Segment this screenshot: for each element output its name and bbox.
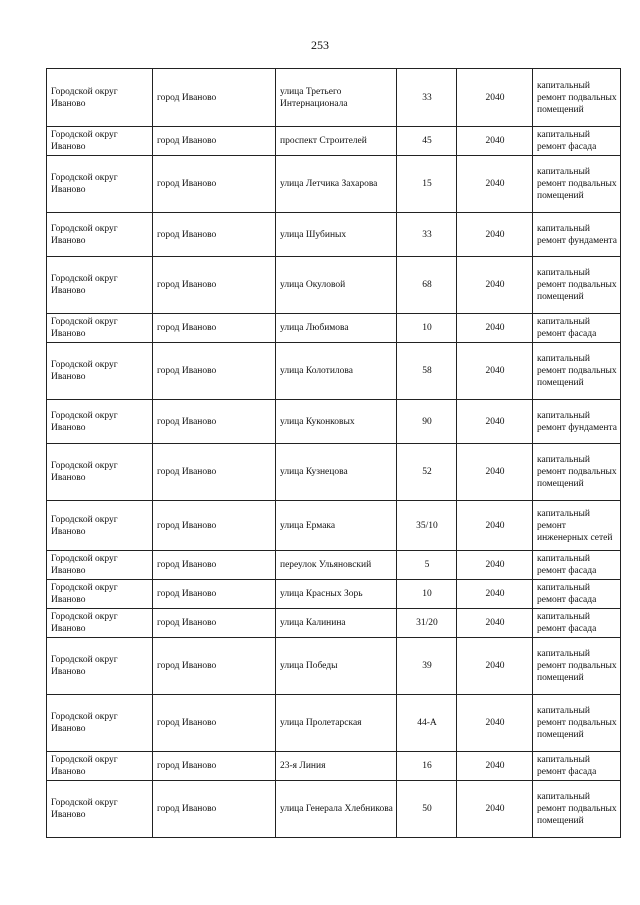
- year-cell: 2040: [457, 551, 533, 580]
- street-cell: улица Красных Зорь: [276, 580, 397, 609]
- work-type-cell: капитальный ремонт подвальных помещений: [533, 257, 621, 314]
- street-cell: улица Кузнецова: [276, 444, 397, 501]
- work-type-cell: капитальный ремонт фундамента: [533, 400, 621, 444]
- street-cell: переулок Ульяновский: [276, 551, 397, 580]
- city-cell: город Иваново: [153, 609, 276, 638]
- year-cell: 2040: [457, 314, 533, 343]
- street-cell: улица Летчика Захарова: [276, 156, 397, 213]
- work-type-cell: капитальный ремонт подвальных помещений: [533, 781, 621, 838]
- table-row: [47, 213, 621, 257]
- year-cell: 2040: [457, 580, 533, 609]
- house-number-cell: 10: [397, 314, 457, 343]
- work-type-cell: капитальный ремонт фасада: [533, 580, 621, 609]
- table-row: [47, 638, 621, 695]
- year-cell: 2040: [457, 638, 533, 695]
- city-cell: город Иваново: [153, 400, 276, 444]
- house-number-cell: 31/20: [397, 609, 457, 638]
- city-cell: город Иваново: [153, 127, 276, 156]
- year-cell: 2040: [457, 752, 533, 781]
- street-cell: улица Окуловой: [276, 257, 397, 314]
- house-number-cell: 58: [397, 343, 457, 400]
- city-cell: город Иваново: [153, 580, 276, 609]
- street-cell: 23-я Линия: [276, 752, 397, 781]
- city-cell: город Иваново: [153, 695, 276, 752]
- house-number-cell: 5: [397, 551, 457, 580]
- table-row: [47, 314, 621, 343]
- house-number-cell: 33: [397, 69, 457, 127]
- city-cell: город Иваново: [153, 444, 276, 501]
- city-cell: город Иваново: [153, 638, 276, 695]
- work-type-cell: капитальный ремонт фасада: [533, 609, 621, 638]
- work-type-cell: капитальный ремонт подвальных помещений: [533, 444, 621, 501]
- city-cell: город Иваново: [153, 69, 276, 127]
- street-cell: улица Генерала Хлебникова: [276, 781, 397, 838]
- street-cell: проспект Строителей: [276, 127, 397, 156]
- city-cell: город Иваново: [153, 752, 276, 781]
- table-row: [47, 781, 621, 838]
- street-cell: улица Победы: [276, 638, 397, 695]
- work-type-cell: капитальный ремонт фасада: [533, 127, 621, 156]
- repair-schedule-table: [46, 68, 621, 838]
- city-cell: город Иваново: [153, 551, 276, 580]
- region-cell: Городской округ Иваново: [47, 580, 153, 609]
- region-cell: Городской округ Иваново: [47, 400, 153, 444]
- region-cell: Городской округ Иваново: [47, 638, 153, 695]
- city-cell: город Иваново: [153, 213, 276, 257]
- house-number-cell: 15: [397, 156, 457, 213]
- region-cell: Городской округ Иваново: [47, 501, 153, 551]
- year-cell: 2040: [457, 156, 533, 213]
- house-number-cell: 50: [397, 781, 457, 838]
- region-cell: Городской округ Иваново: [47, 695, 153, 752]
- street-cell: улица Куконковых: [276, 400, 397, 444]
- house-number-cell: 10: [397, 580, 457, 609]
- year-cell: 2040: [457, 127, 533, 156]
- house-number-cell: 52: [397, 444, 457, 501]
- street-cell: улица Ермака: [276, 501, 397, 551]
- year-cell: 2040: [457, 213, 533, 257]
- table-row: [47, 444, 621, 501]
- table-body: [47, 69, 621, 838]
- year-cell: 2040: [457, 609, 533, 638]
- house-number-cell: 33: [397, 213, 457, 257]
- table-row: [47, 400, 621, 444]
- table-row: [47, 580, 621, 609]
- year-cell: 2040: [457, 444, 533, 501]
- house-number-cell: 35/10: [397, 501, 457, 551]
- work-type-cell: капитальный ремонт подвальных помещений: [533, 156, 621, 213]
- table-row: [47, 257, 621, 314]
- work-type-cell: капитальный ремонт инженерных сетей: [533, 501, 621, 551]
- year-cell: 2040: [457, 257, 533, 314]
- region-cell: Городской округ Иваново: [47, 343, 153, 400]
- city-cell: город Иваново: [153, 501, 276, 551]
- house-number-cell: 68: [397, 257, 457, 314]
- house-number-cell: 39: [397, 638, 457, 695]
- region-cell: Городской округ Иваново: [47, 69, 153, 127]
- region-cell: Городской округ Иваново: [47, 551, 153, 580]
- region-cell: Городской округ Иваново: [47, 257, 153, 314]
- house-number-cell: 90: [397, 400, 457, 444]
- work-type-cell: капитальный ремонт фасада: [533, 752, 621, 781]
- region-cell: Городской округ Иваново: [47, 444, 153, 501]
- table-row: [47, 127, 621, 156]
- street-cell: улица Любимова: [276, 314, 397, 343]
- city-cell: город Иваново: [153, 781, 276, 838]
- region-cell: Городской округ Иваново: [47, 213, 153, 257]
- street-cell: улица Колотилова: [276, 343, 397, 400]
- year-cell: 2040: [457, 781, 533, 838]
- city-cell: город Иваново: [153, 156, 276, 213]
- year-cell: 2040: [457, 695, 533, 752]
- table-row: [47, 156, 621, 213]
- street-cell: улица Шубиных: [276, 213, 397, 257]
- table-row: [47, 752, 621, 781]
- year-cell: 2040: [457, 69, 533, 127]
- region-cell: Городской округ Иваново: [47, 156, 153, 213]
- region-cell: Городской округ Иваново: [47, 609, 153, 638]
- region-cell: Городской округ Иваново: [47, 127, 153, 156]
- year-cell: 2040: [457, 400, 533, 444]
- table-row: [47, 501, 621, 551]
- page-number: 253: [311, 38, 329, 52]
- house-number-cell: 45: [397, 127, 457, 156]
- work-type-cell: капитальный ремонт подвальных помещений: [533, 69, 621, 127]
- table-row: [47, 695, 621, 752]
- city-cell: город Иваново: [153, 343, 276, 400]
- region-cell: Городской округ Иваново: [47, 752, 153, 781]
- work-type-cell: капитальный ремонт подвальных помещений: [533, 343, 621, 400]
- work-type-cell: капитальный ремонт фундамента: [533, 213, 621, 257]
- work-type-cell: капитальный ремонт фасада: [533, 314, 621, 343]
- street-cell: улица Пролетарская: [276, 695, 397, 752]
- table-row: [47, 69, 621, 127]
- table-row: [47, 609, 621, 638]
- region-cell: Городской округ Иваново: [47, 781, 153, 838]
- year-cell: 2040: [457, 501, 533, 551]
- street-cell: улица Калинина: [276, 609, 397, 638]
- work-type-cell: капитальный ремонт фасада: [533, 551, 621, 580]
- street-cell: улица Третьего Интернационала: [276, 69, 397, 127]
- region-cell: Городской округ Иваново: [47, 314, 153, 343]
- table-row: [47, 343, 621, 400]
- house-number-cell: 44-А: [397, 695, 457, 752]
- city-cell: город Иваново: [153, 314, 276, 343]
- year-cell: 2040: [457, 343, 533, 400]
- city-cell: город Иваново: [153, 257, 276, 314]
- table-row: [47, 551, 621, 580]
- work-type-cell: капитальный ремонт подвальных помещений: [533, 695, 621, 752]
- house-number-cell: 16: [397, 752, 457, 781]
- work-type-cell: капитальный ремонт подвальных помещений: [533, 638, 621, 695]
